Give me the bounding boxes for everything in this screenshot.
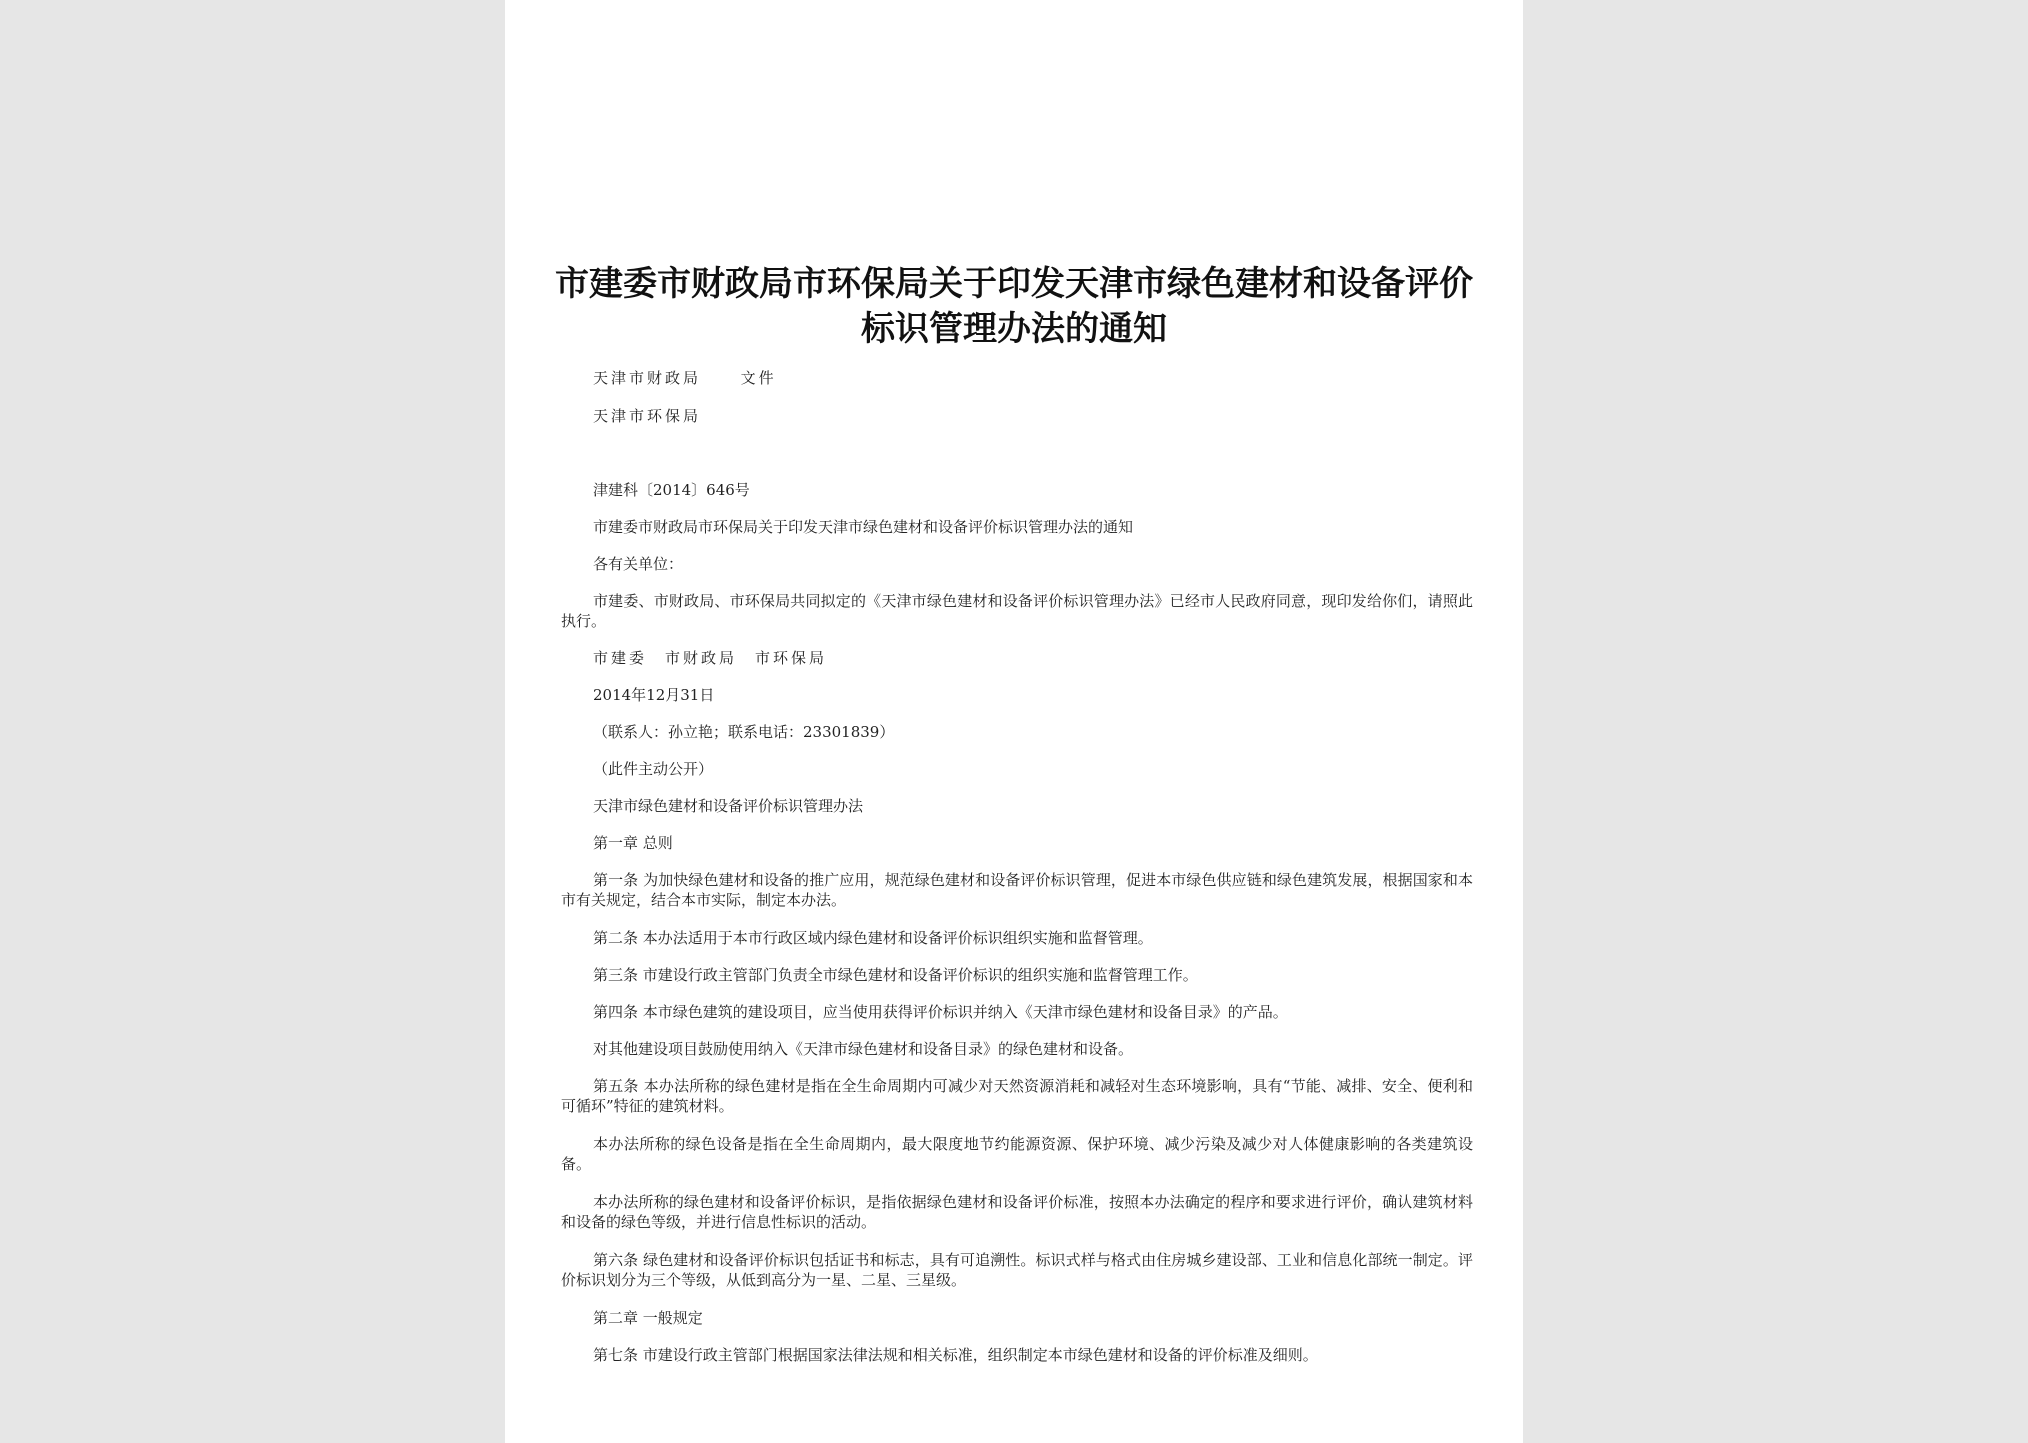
chapter-2-heading: 第二章 一般规定 [593, 1309, 703, 1327]
article-5-paragraph-2: 本办法所称的绿色设备是指在全生命周期内，最大限度地节约能源资源、保护环境、减少污染及减少对人体健康影响的各类建筑设备。 [561, 1135, 1473, 1173]
article-4: 第四条 本市绿色建筑的建设项目，应当使用获得评价标识并纳入《天津市绿色建材和设备目录》的产品。 [593, 1003, 1288, 1021]
chapter-1-heading: 第一章 总则 [593, 834, 673, 852]
contact-info: （联系人：孙立艳；联系电话：23301839） [593, 723, 895, 741]
disclosure-note: （此件主动公开） [593, 760, 714, 778]
issuer-suffix: 文件 [740, 369, 777, 387]
article-5-paragraph-3: 本办法所称的绿色建材和设备评价标识，是指依据绿色建材和设备评价标准，按照本办法确定的程序和要求进行评价，确认建筑材料和设备的绿色等级，并进行信息性标识的活动。 [561, 1193, 1473, 1231]
signatories: 市建委 市财政局 市环保局 [593, 649, 828, 667]
measures-title: 天津市绿色建材和设备评价标识管理办法 [593, 797, 864, 815]
article-1: 第一条 为加快绿色建材和设备的推广应用，规范绿色建材和设备评价标识管理，促进本市绿色供应链和绿色建筑发展，根据国家和本市有关规定，结合本市实际，制定本办法。 [561, 871, 1473, 909]
document-subtitle: 市建委市财政局市环保局关于印发天津市绿色建材和设备评价标识管理办法的通知 [593, 518, 1134, 536]
article-4-paragraph-2: 对其他建设项目鼓励使用纳入《天津市绿色建材和设备目录》的绿色建材和设备。 [593, 1040, 1134, 1058]
document-page [505, 0, 1523, 1443]
article-3: 第三条 市建设行政主管部门负责全市绿色建材和设备评价标识的组织实施和监督管理工作。 [593, 966, 1198, 984]
salutation: 各有关单位： [593, 555, 684, 573]
article-7: 第七条 市建设行政主管部门根据国家法律法规和相关标准，组织制定本市绿色建材和设备的评价标准及细则。 [593, 1346, 1318, 1364]
article-5: 第五条 本办法所称的绿色建材是指在全生命周期内可减少对天然资源消耗和减轻对生态环境影响，具有“节能、减排、安全、便利和可循环”特征的建筑材料。 [561, 1077, 1473, 1115]
article-2: 第二条 本办法适用于本市行政区域内绿色建材和设备评价标识组织实施和监督管理。 [593, 929, 1153, 947]
body-intro: 市建委、市财政局、市环保局共同拟定的《天津市绿色建材和设备评价标识管理办法》已经市人民政府同意，现印发给你们，请照此执行。 [561, 592, 1473, 630]
issuer-name-1: 天津市财政局 [593, 369, 702, 387]
document-number: 津建科〔2014〕646号 [593, 481, 750, 499]
issuer-line-1 [593, 368, 777, 388]
article-6: 第六条 绿色建材和设备评价标识包括证书和标志，具有可追溯性。标识式样与格式由住房城乡建设部、工业和信息化部统一制定。评价标识划分为三个等级，从低到高分为一星、二星、三星级。 [561, 1251, 1473, 1289]
issue-date: 2014年12月31日 [593, 686, 715, 704]
issuer-line-2: 天津市环保局 [593, 407, 702, 425]
document-title: 市建委市财政局市环保局关于印发天津市绿色建材和设备评价标识管理办法的通知 [555, 264, 1473, 349]
